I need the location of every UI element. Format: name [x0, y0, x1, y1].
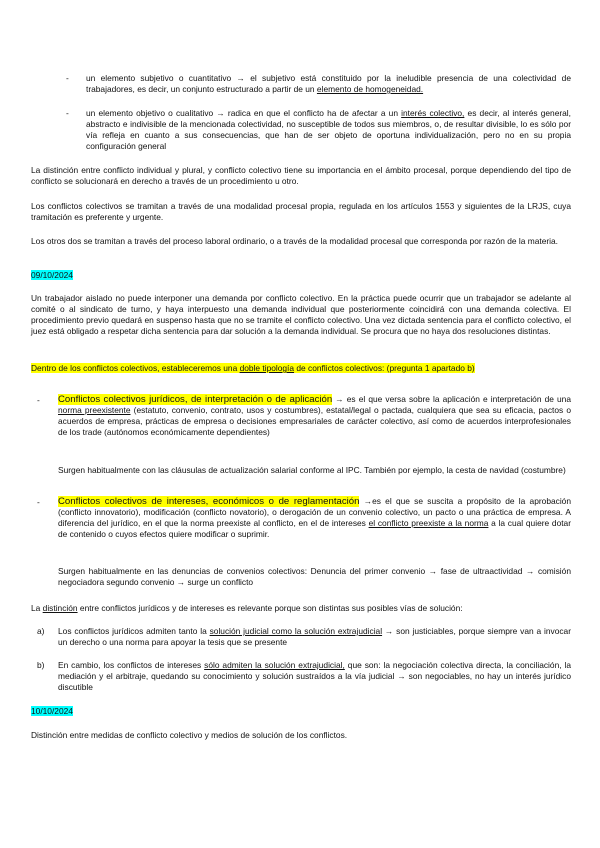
list-dash: -	[66, 73, 69, 83]
list-dash: -	[37, 395, 40, 405]
list-dash: -	[37, 497, 40, 507]
conflict-type-juridico: Conflictos colectivos jurídicos, de interpretación o de aplicación → es el que versa sobre la aplicación e interpretación de una norma preexistente (estatuto, convenio, contrato, usos y costumbres), estatal/legal o pactada, cualquiera que sea su eficacia, pactos o acuerdos de empresa, prácticas de empresa o decisiones empresariales de carácter colectivo, así como de acuerdos interprofesionales de los trade (autónomos económicamente dependientes)	[58, 394, 571, 437]
paragraph-1: La distinción entre conflicto individual y plural, y conflicto colectivo tiene su importancia en el ámbito procesal, porque dependiendo del tipo de conflicto se solucionará en derecho a través de un procedimiento u otro.	[31, 165, 571, 186]
list-letter-a: a)	[37, 626, 45, 636]
date-heading-2: 10/10/2024	[31, 706, 73, 716]
conflict-type-intereses-note: Surgen habitualmente en las denuncias de convenios colectivos: Denuncia del primer convenio → fase de ultraactividad → comisión negociadora segundo convenio → surge un conflicto	[58, 566, 571, 587]
list-letter-b: b)	[37, 660, 45, 670]
paragraph-6: Distinción entre medidas de conflicto colectivo y medios de solución de los conflictos.	[31, 730, 348, 740]
question-heading: Dentro de los conflictos colectivos, estableceremos una doble tipología de conflictos colectivos: (pregunta 1 apartado b)	[31, 363, 475, 373]
date-heading-1: 09/10/2024	[31, 270, 73, 280]
paragraph-5: La distinción entre conflictos jurídicos y de intereses es relevante porque son distintas sus posibles vías de solución:	[31, 603, 463, 613]
paragraph-3: Los otros dos se tramitan a través del proceso laboral ordinario, o a través de la modalidad procesal que corresponda por razón de la materia.	[31, 236, 558, 246]
paragraph-2: Los conflictos colectivos se tramitan a través de una modalidad procesal propia, regulada en los artículos 1553 y siguientes de la LRJS, cuya tramitación es preferente y urgente.	[31, 201, 571, 222]
solution-juridicos: Los conflictos jurídicos admiten tanto la solución judicial como la solución extrajudicial → son justiciables, porque siempre van a invocar un derecho o una norma para apoyar la tesis que se presente	[58, 626, 571, 647]
list-dash: -	[66, 108, 69, 118]
conflict-type-juridico-note: Surgen habitualmente con las cláusulas de actualización salarial conforme al IPC. También por ejemplo, la cesta de navidad (costumbre)	[58, 465, 566, 475]
intro-item-1: un elemento subjetivo o cuantitativo → el subjetivo está constituido por la ineludible presencia de una colectividad de trabajadores, es decir, un conjunto estructurado a partir de un elemento de homogeneidad.	[86, 73, 571, 94]
intro-item-2: un elemento objetivo o cualitativo → radica en que el conflicto ha de afectar a un interés colectivo, es decir, al interés general, abstracto e indivisible de la mencionada colectividad, no susceptible de todos sus miembros, o, de resultar divisible, lo es sólo por vía refleja en cuanto a sus consecuencias, que han de ser objeto de oportuna individualización, pero no en su propia configuración general	[86, 108, 571, 151]
conflict-type-intereses: Conflictos colectivos de intereses, económicos o de reglamentación →es el que se suscita a propósito de la aprobación (conflicto innovatorio), modificación (conflicto novatorio), o derogación de un convenio colectivo, un pacto o una práctica de empresa. A diferencia del jurídico, en el que la norma preexiste al conflicto, en el de intereses el conflicto preexiste a la norma a la cual quiere dotar de contenido o cuyos efectos quiere modificar o suprimir.	[58, 496, 572, 539]
paragraph-4: Un trabajador aislado no puede interponer una demanda por conflicto colectivo. En la práctica puede ocurrir que un trabajador se adelante al comité o al sindicato de turno, y haya interpuesto una demanda individual que posteriormente coincidirá con una demanda colectiva. El procedimiento previo quedará en suspenso hasta que no se tramite el conflicto colectivo. Una vez dictada sentencia para el conflicto colectivo, el juez está obligado a respetar dicha sentencia para dar solución a la demanda individual. Se procura que no haya dos resoluciones distintas.	[31, 293, 571, 336]
solution-intereses: En cambio, los conflictos de intereses sólo admiten la solución extrajudicial, que son: la negociación colectiva directa, la conciliación, la mediación y el arbitraje, quedando su conocimiento y solución sustraídos a la vía judicial → son negociables, no hay un interés jurídico discutible	[58, 660, 572, 692]
